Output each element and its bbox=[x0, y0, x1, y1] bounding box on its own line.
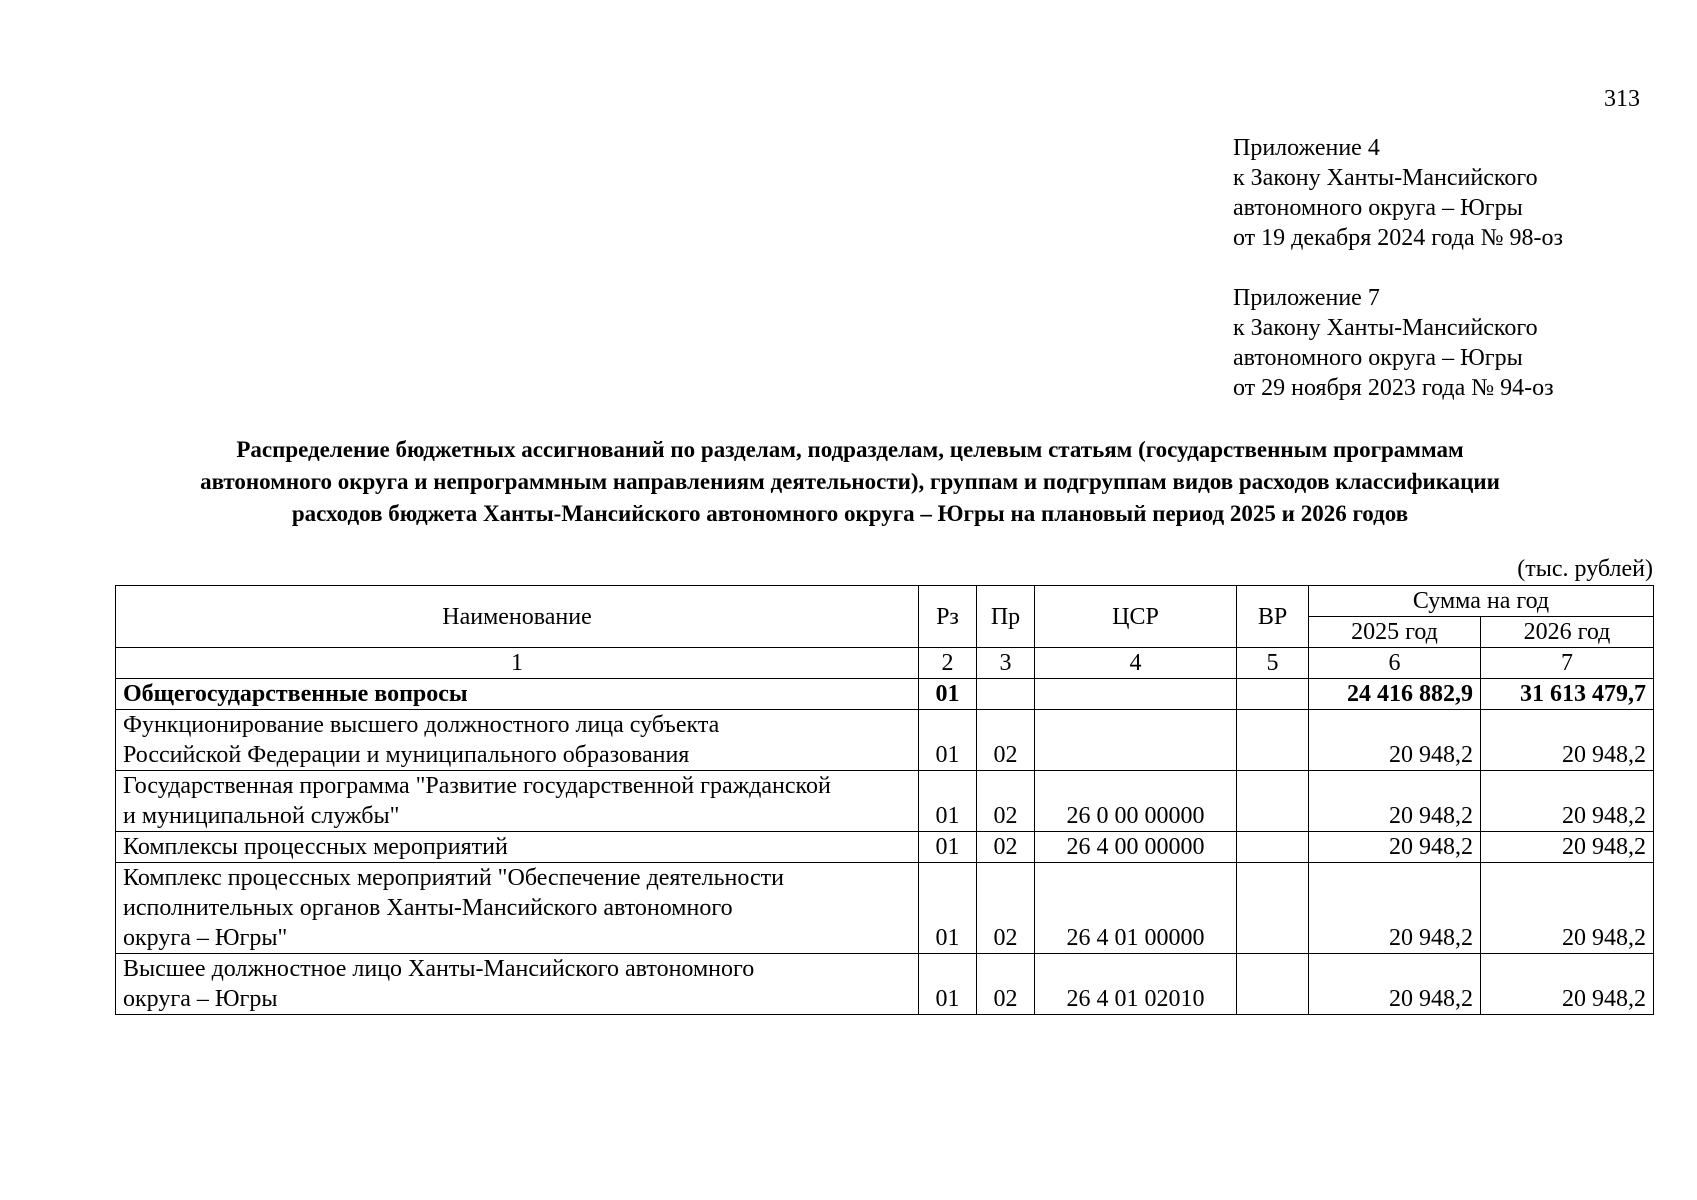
row-sum-2025: 20 948,2 bbox=[1309, 832, 1481, 863]
row-name-line: Государственная программа "Развитие государственной гражданской bbox=[123, 773, 831, 799]
row-csr: 26 4 01 00000 bbox=[1035, 863, 1237, 954]
row-name bbox=[116, 863, 919, 954]
row-name bbox=[116, 710, 919, 771]
row-sum-2026: 31 613 479,7 bbox=[1481, 679, 1654, 710]
row-sum-2026: 20 948,2 bbox=[1481, 710, 1654, 771]
row-sum-2025: 20 948,2 bbox=[1309, 710, 1481, 771]
column-number: 7 bbox=[1481, 648, 1654, 679]
row-name bbox=[116, 954, 919, 1015]
row-pr bbox=[977, 679, 1035, 710]
header-sum-group: Сумма на год bbox=[1309, 586, 1654, 617]
header-rz: Рз bbox=[919, 586, 977, 648]
row-name-line: Российской Федерации и муниципального образования bbox=[123, 742, 690, 768]
row-name-line: Общегосударственные вопросы bbox=[123, 681, 468, 707]
header-vr: ВР bbox=[1237, 586, 1309, 648]
row-csr: 26 0 00 00000 bbox=[1035, 771, 1237, 832]
row-rz: 01 bbox=[919, 954, 977, 1015]
row-name bbox=[116, 832, 919, 863]
row-csr bbox=[1035, 710, 1237, 771]
table-row bbox=[116, 832, 1654, 863]
row-name-line: и муниципальной службы" bbox=[123, 803, 400, 829]
row-csr bbox=[1035, 679, 1237, 710]
row-rz: 01 bbox=[919, 771, 977, 832]
table-row bbox=[116, 679, 1654, 710]
header-pr: Пр bbox=[977, 586, 1035, 648]
table-row bbox=[116, 710, 1654, 771]
row-name bbox=[116, 771, 919, 832]
table-row bbox=[116, 771, 1654, 832]
row-rz: 01 bbox=[919, 679, 977, 710]
table-body bbox=[116, 679, 1654, 1015]
appendix-line: от 19 декабря 2024 года № 98-оз bbox=[1233, 225, 1564, 251]
appendix-line: к Закону Ханты-Мансийского bbox=[1233, 165, 1538, 191]
row-csr: 26 4 00 00000 bbox=[1035, 832, 1237, 863]
appendix-line: автономного округа – Югры bbox=[1233, 195, 1523, 221]
row-pr: 02 bbox=[977, 771, 1035, 832]
units-label: (тыс. рублей) bbox=[1517, 556, 1653, 582]
row-sum-2026: 20 948,2 bbox=[1481, 832, 1654, 863]
appendix-line: Приложение 7 bbox=[1233, 285, 1380, 311]
table-row bbox=[116, 954, 1654, 1015]
page-number: 313 bbox=[1604, 86, 1640, 112]
column-number: 5 bbox=[1237, 648, 1309, 679]
appendix-line: от 29 ноября 2023 года № 94-оз bbox=[1233, 375, 1554, 401]
row-rz: 01 bbox=[919, 832, 977, 863]
table-row bbox=[116, 863, 1654, 954]
column-number: 1 bbox=[116, 648, 919, 679]
row-pr: 02 bbox=[977, 863, 1035, 954]
row-sum-2025: 20 948,2 bbox=[1309, 954, 1481, 1015]
row-sum-2025: 20 948,2 bbox=[1309, 863, 1481, 954]
appendix-line: Приложение 4 bbox=[1233, 135, 1380, 161]
row-vr bbox=[1237, 679, 1309, 710]
row-rz: 01 bbox=[919, 710, 977, 771]
row-name-line: Комплекс процессных мероприятий "Обеспечение деятельности bbox=[123, 865, 784, 891]
row-sum-2025: 24 416 882,9 bbox=[1309, 679, 1481, 710]
header-year-2025: 2025 год bbox=[1309, 617, 1481, 648]
row-rz: 01 bbox=[919, 863, 977, 954]
title-line: автономного округа и непрограммным направлениям деятельности), группам и подгруппам видов расходов классификации bbox=[200, 469, 1500, 494]
row-csr: 26 4 01 02010 bbox=[1035, 954, 1237, 1015]
header-name: Наименование bbox=[116, 586, 919, 648]
row-pr: 02 bbox=[977, 710, 1035, 771]
column-number: 2 bbox=[919, 648, 977, 679]
row-name-line: Высшее должностное лицо Ханты-Мансийского автономного bbox=[123, 956, 755, 982]
row-vr bbox=[1237, 832, 1309, 863]
row-vr bbox=[1237, 954, 1309, 1015]
row-sum-2026: 20 948,2 bbox=[1481, 954, 1654, 1015]
header-year-2026: 2026 год bbox=[1481, 617, 1654, 648]
row-pr: 02 bbox=[977, 954, 1035, 1015]
row-vr bbox=[1237, 771, 1309, 832]
row-vr bbox=[1237, 710, 1309, 771]
row-sum-2026: 20 948,2 bbox=[1481, 863, 1654, 954]
row-name-line: округа – Югры" bbox=[123, 925, 288, 951]
header-csr: ЦСР bbox=[1035, 586, 1237, 648]
row-vr bbox=[1237, 863, 1309, 954]
appendix-line: к Закону Ханты-Мансийского bbox=[1233, 315, 1538, 341]
column-number: 6 bbox=[1309, 648, 1481, 679]
row-name-line: округа – Югры bbox=[123, 986, 278, 1012]
budget-table bbox=[115, 585, 1654, 1015]
appendix-original-block bbox=[1233, 283, 1554, 403]
row-sum-2026: 20 948,2 bbox=[1481, 771, 1654, 832]
appendix-current-block bbox=[1233, 133, 1563, 253]
row-name-line: Функционирование высшего должностного лица субъекта bbox=[123, 712, 720, 738]
document-title bbox=[100, 434, 1600, 530]
row-pr: 02 bbox=[977, 832, 1035, 863]
column-number: 3 bbox=[977, 648, 1035, 679]
row-name bbox=[116, 679, 919, 710]
row-name-line: исполнительных органов Ханты-Мансийского автономного bbox=[123, 895, 733, 921]
row-sum-2025: 20 948,2 bbox=[1309, 771, 1481, 832]
row-name-line: Комплексы процессных мероприятий bbox=[123, 834, 508, 860]
title-line: Распределение бюджетных ассигнований по разделам, подразделам, целевым статьям (государственным программам bbox=[236, 437, 1464, 462]
title-line: расходов бюджета Ханты-Мансийского автономного округа – Югры на плановый период 2025 и 2026 годов bbox=[291, 501, 1409, 526]
appendix-line: автономного округа – Югры bbox=[1233, 345, 1523, 371]
column-number-row bbox=[116, 648, 1654, 679]
column-number: 4 bbox=[1035, 648, 1237, 679]
